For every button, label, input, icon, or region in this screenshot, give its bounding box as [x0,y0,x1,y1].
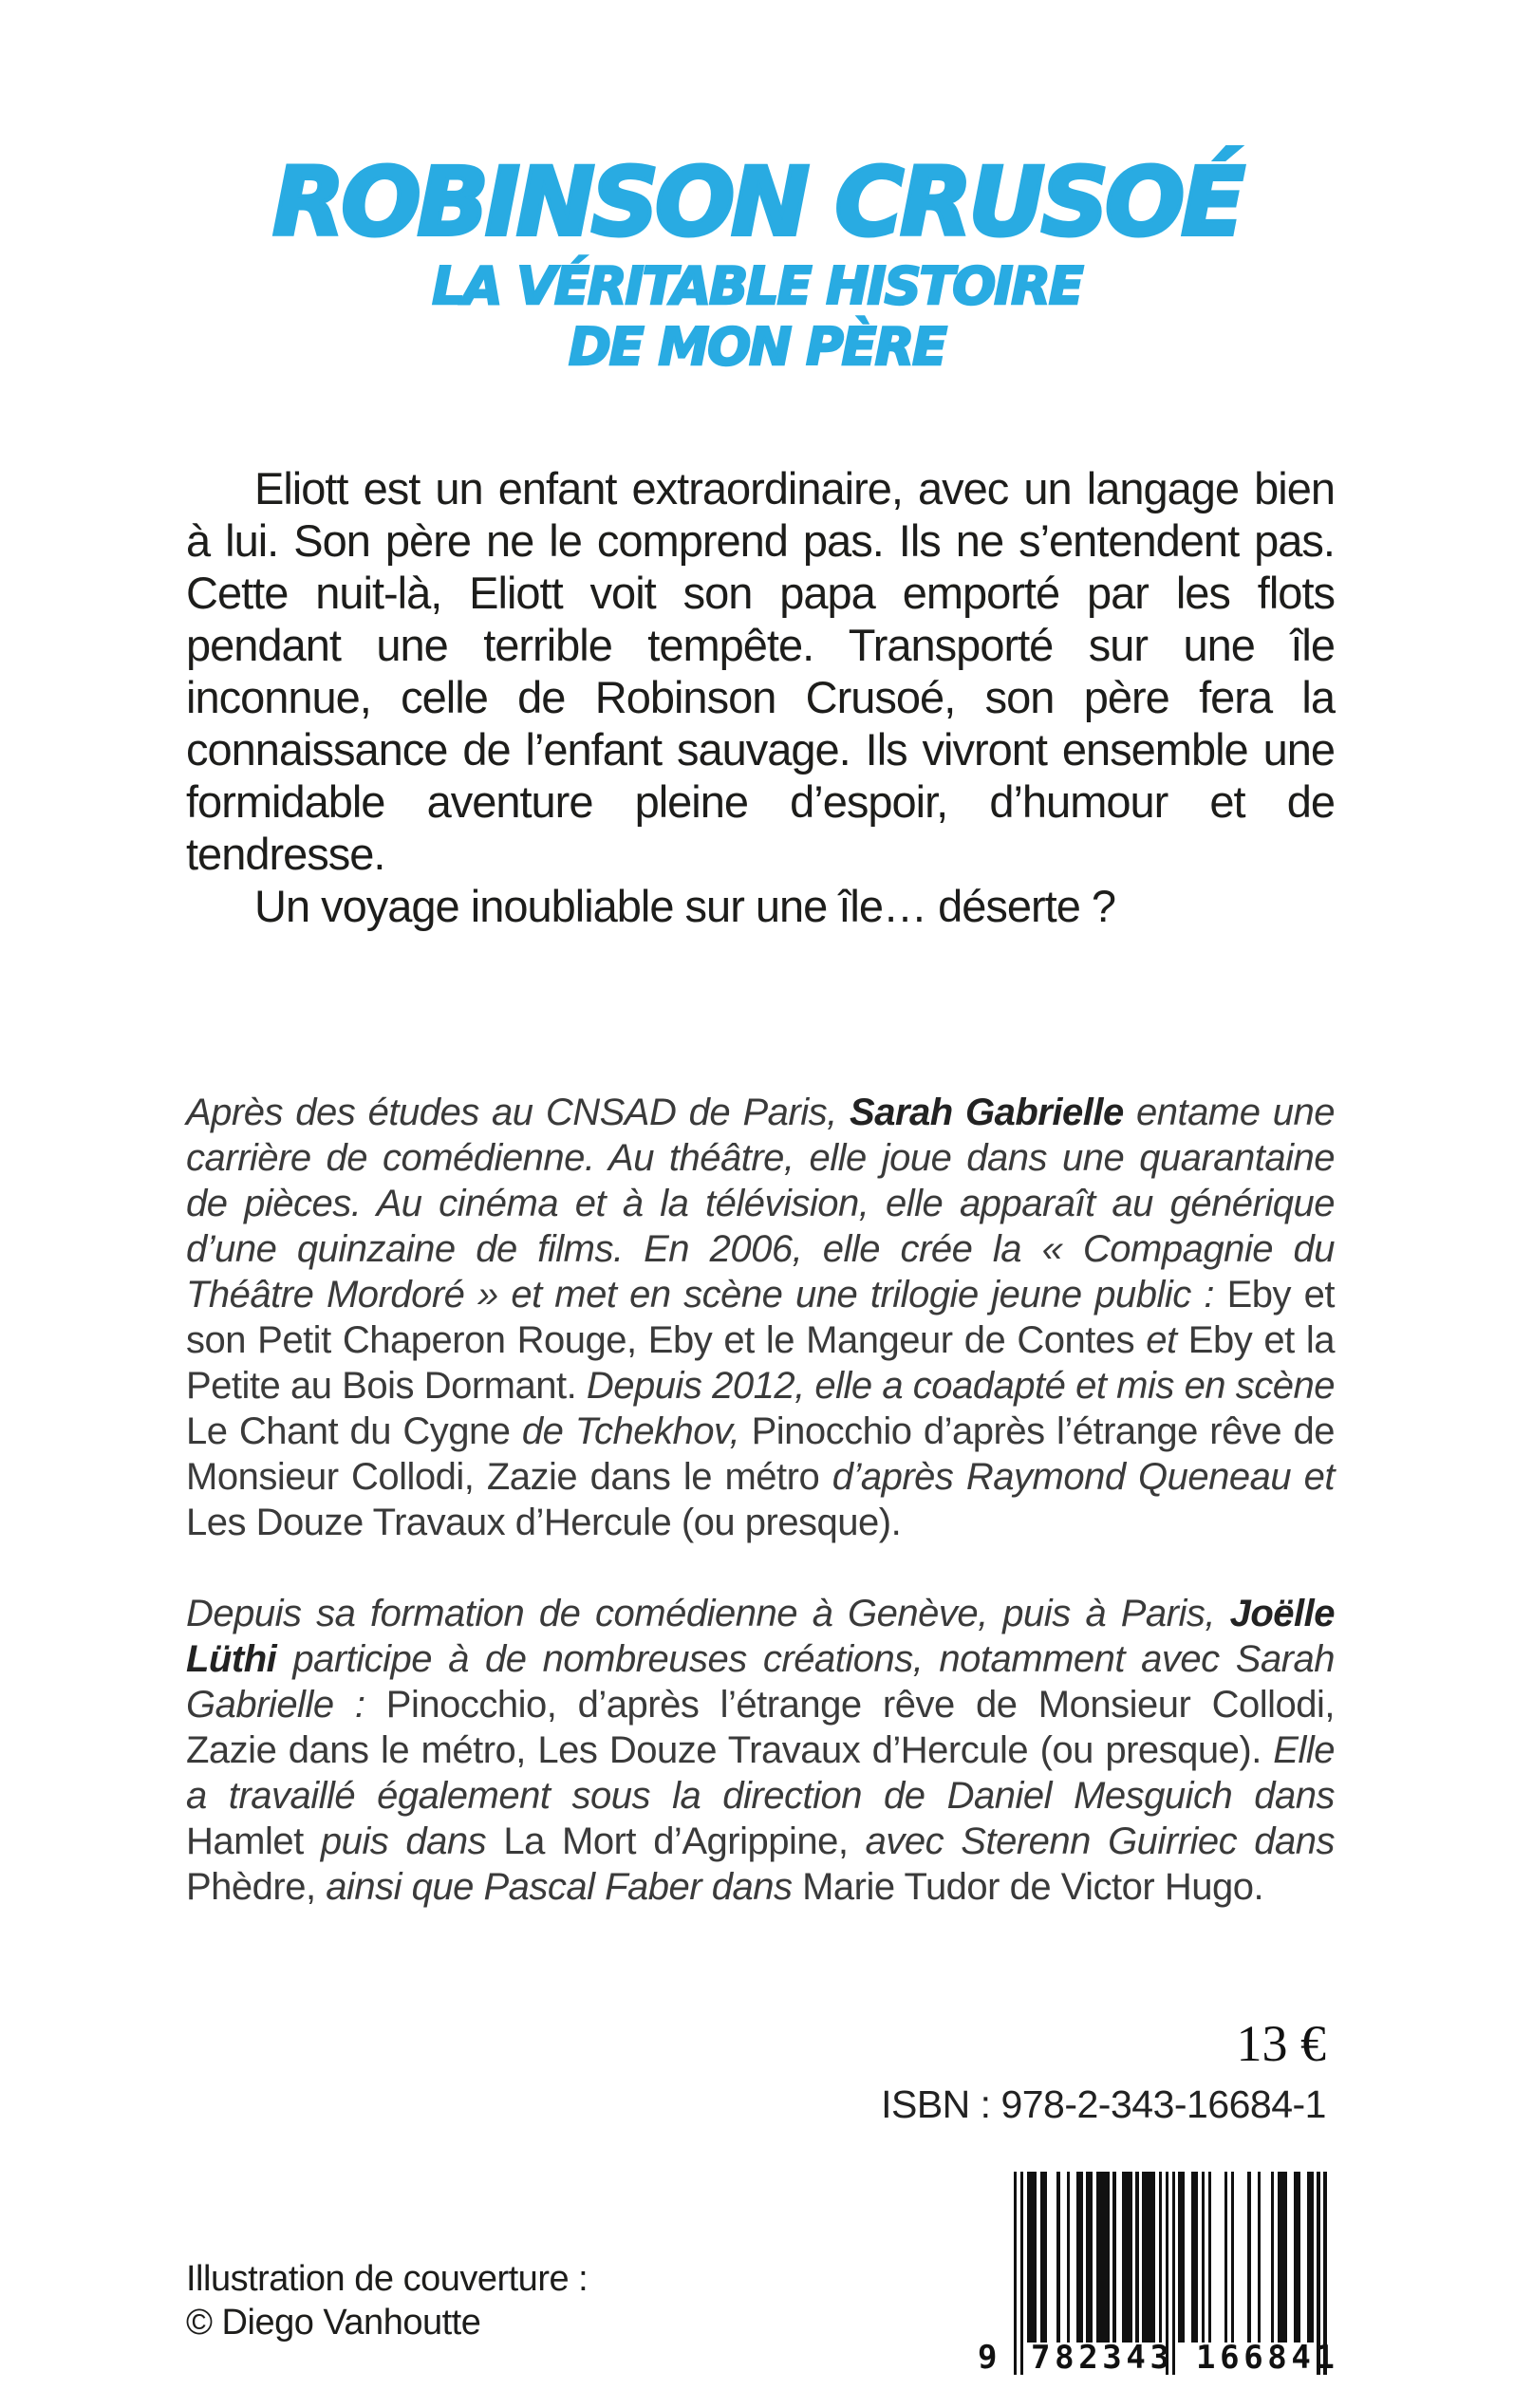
cover-credit [186,2257,588,2344]
text-run: Marie Tudor de Victor Hugo. [802,1866,1264,1908]
text-run: Les Douze Travaux d’Hercule (ou presque). [186,1502,902,1543]
text-run: Le Chant du Cygne [186,1410,522,1452]
text-run: La Mort d’Agrippine, [503,1820,866,1862]
barcode-digit-prefix: 9 [978,2339,998,2377]
barcode-digit: 8 [1267,2339,1287,2377]
text-run: avec Sterenn Guirriec dans [865,1820,1335,1862]
book-subtitle-line-2: DE MON PÈRE [568,317,946,377]
synopsis [186,462,1335,932]
barcode-digit: 4 [1291,2339,1311,2377]
book-subtitle-line-1: LA VÉRITABLE HISTOIRE [432,256,1082,316]
text-run: Eby et la Petite au Bois Dormant. [186,1319,1335,1407]
barcode-digit: 3 [1150,2339,1169,2377]
text-run: Eby et son Petit Chaperon Rouge, Eby et le Mangeur de Contes [186,1274,1335,1361]
title-block [0,150,1514,378]
text-run: Pinocchio, d’après l’étrange rêve de Monsieur Collodi, Zazie dans le métro, Les Douze Travaux d’Hercule (ou presque). [186,1684,1335,1771]
barcode-digits-right [1196,2339,1335,2375]
cover-credit-line-1: Illustration de couverture : [186,2259,589,2299]
barcode-digit: 6 [1220,2339,1240,2377]
barcode-digit: 3 [1102,2339,1122,2377]
text-run: participe à de nombreuses créations, notamment avec Sarah Gabrielle : [186,1638,1335,1726]
barcode-digit: 7 [1031,2339,1051,2377]
text-run: d’après Raymond Queneau et [832,1456,1335,1498]
text-run: de Tchekhov, [521,1410,752,1452]
text-run: ainsi que Pascal Faber dans [326,1866,803,1908]
text-run: puis dans [320,1820,504,1862]
text-run: Depuis 2012, elle a coadapté et mis en scène [586,1365,1335,1407]
author-bios [186,1090,1335,1910]
text-run: Depuis sa formation de comédienne à Genève, puis à Paris, [186,1593,1230,1634]
synopsis-tagline: Un voyage inoubliable sur une île… déserte ? [254,881,1116,931]
barcode-digit: 2 [1078,2339,1098,2377]
text-run: Pinocchio d’après l’étrange rêve de Monsieur Collodi, Zazie dans le métro [186,1410,1336,1498]
text-run: Hamlet [186,1820,321,1862]
text-run: Sarah Gabrielle [850,1092,1124,1133]
isbn-label: ISBN : 978-2-343-16684-1 [881,2082,1326,2126]
author-bio-joelle-luthi [186,1591,1335,1910]
barcode [978,2172,1335,2379]
barcode-digit: 8 [1055,2339,1075,2377]
text-run: Elle a travaillé également sous la direction de Daniel Mesguich dans [186,1729,1335,1817]
text-run: Phèdre, [186,1866,327,1908]
author-bio-sarah-gabrielle [186,1090,1335,1545]
text-run: Joëlle Lüthi [186,1593,1335,1680]
text-run: et [1146,1319,1188,1361]
text-run: entame une carrière de comédienne. Au théâtre, elle joue dans une quarantaine de pièces. Au cinéma et à la télévision, elle apparaît au générique d’une quinzaine de films. En 2006, elle crée la « Compagnie du Théâtre Mordoré » et met en scène une trilogie jeune public : [186,1092,1336,1316]
book-title: ROBINSON CRUSOÉ [272,148,1242,257]
barcode-digit: 1 [1196,2339,1216,2377]
text-run: Après des études au CNSAD de Paris, [186,1092,850,1133]
barcode-digits-left [1031,2339,1169,2375]
barcode-digit: 6 [1243,2339,1263,2377]
synopsis-paragraph: Eliott est un enfant extraordinaire, avec un langage bien à lui. Son père ne le comprend pas. Ils ne s’entendent pas. Cette nuit-là, Eliott voit son papa emporté par les flots pendant une terrible tempête. Transporté sur une île inconnue, celle de Robinson Crusoé, son père fera la connaissance de l’enfant sauvage. Ils vivront ensemble une formidable aventure pleine d’espoir, d’humour et de tendresse. [186,463,1335,879]
barcode-digit: 1 [1315,2339,1335,2377]
barcode-digit: 4 [1126,2339,1146,2377]
cover-credit-line-2: © Diego Vanhoutte [186,2303,481,2343]
price-label: 13 € [1236,2015,1326,2072]
